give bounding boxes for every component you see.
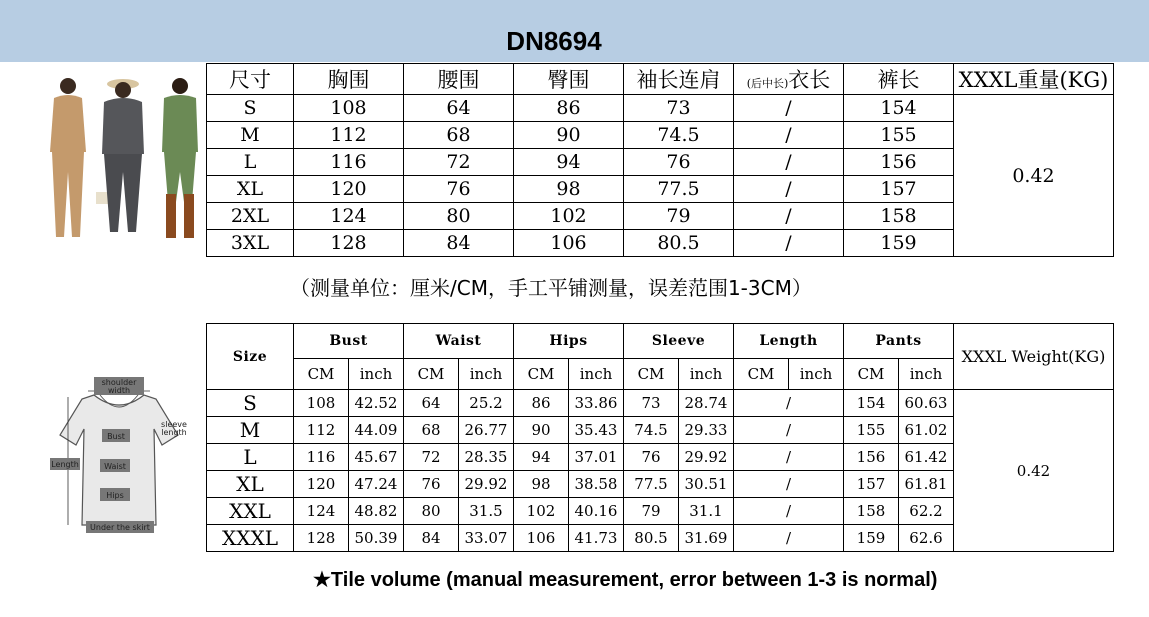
unit-inch: inch [679, 359, 734, 390]
size-cell: XXXL [207, 525, 294, 552]
hips-cm-cell: 90 [514, 417, 569, 444]
hips-cell: 98 [514, 176, 624, 203]
sleeve-cell: 80.5 [624, 230, 734, 257]
label-shoulder: shoulder [101, 378, 137, 387]
waist-cm-cell: 72 [404, 444, 459, 471]
header-length-note: (后中长) [746, 77, 789, 90]
pants-cell: 156 [844, 149, 954, 176]
sleeve-cell: 77.5 [624, 176, 734, 203]
waist-inch-cell: 31.5 [459, 498, 514, 525]
waist-cell: 64 [404, 95, 514, 122]
sleeve-cell: 74.5 [624, 122, 734, 149]
waist-cell: 84 [404, 230, 514, 257]
hips-cell: 102 [514, 203, 624, 230]
size-cell: M [207, 122, 294, 149]
model-gray-outfit [102, 79, 144, 232]
waist-inch-cell: 29.92 [459, 471, 514, 498]
bust-cm-cell: 108 [294, 390, 349, 417]
unit-inch: inch [459, 359, 514, 390]
waist-cm-cell: 76 [404, 471, 459, 498]
unit-inch: inch [569, 359, 624, 390]
bust-cell: 124 [294, 203, 404, 230]
bust-inch-cell: 45.67 [349, 444, 404, 471]
pants-cell: 157 [844, 176, 954, 203]
bust-cell: 128 [294, 230, 404, 257]
bust-inch-cell: 48.82 [349, 498, 404, 525]
sleeve-cell: 76 [624, 149, 734, 176]
sleeve-inch-cell: 31.69 [679, 525, 734, 552]
header-size: Size [207, 324, 294, 390]
unit-cm: CM [624, 359, 679, 390]
hips-cm-cell: 86 [514, 390, 569, 417]
length-cell: / [734, 176, 844, 203]
label-width: width [107, 386, 131, 395]
bust-cm-cell: 124 [294, 498, 349, 525]
sleeve-inch-cell: 30.51 [679, 471, 734, 498]
model-tan-outfit [50, 78, 110, 237]
pants-inch-cell: 60.63 [899, 390, 954, 417]
pants-cm-cell: 158 [844, 498, 899, 525]
length-cell: / [734, 390, 844, 417]
bust-cell: 116 [294, 149, 404, 176]
header-length: Length [734, 324, 844, 359]
waist-cell: 72 [404, 149, 514, 176]
length-cell: / [734, 525, 844, 552]
sleeve-inch-cell: 28.74 [679, 390, 734, 417]
header-length-label: 衣长 [788, 68, 831, 92]
table-row [207, 390, 1114, 417]
waist-cell: 76 [404, 176, 514, 203]
page-title: DN8694 [506, 26, 602, 56]
pants-cell: 158 [844, 203, 954, 230]
pants-inch-cell: 62.6 [899, 525, 954, 552]
label-waist: Waist [104, 462, 126, 471]
sleeve-cm-cell: 76 [624, 444, 679, 471]
bust-inch-cell: 47.24 [349, 471, 404, 498]
sleeve-cm-cell: 77.5 [624, 471, 679, 498]
label-sleeve: sleeve [161, 420, 187, 429]
size-cell: 3XL [207, 230, 294, 257]
header-hips: Hips [514, 324, 624, 359]
pants-cm-cell: 156 [844, 444, 899, 471]
size-cell: L [207, 444, 294, 471]
pants-inch-cell: 61.42 [899, 444, 954, 471]
table-row [207, 95, 1114, 122]
header-sleeve: 袖长连肩 [624, 64, 734, 95]
waist-cm-cell: 64 [404, 390, 459, 417]
unit-cm: CM [844, 359, 899, 390]
length-cell: / [734, 95, 844, 122]
size-table-cn [206, 63, 1114, 257]
hips-inch-cell: 40.16 [569, 498, 624, 525]
measurement-note-cn: （测量单位：厘米/CM，手工平铺测量，误差范围1-3CM） [290, 276, 812, 300]
hips-cell: 106 [514, 230, 624, 257]
bust-inch-cell: 50.39 [349, 525, 404, 552]
sleeve-cell: 73 [624, 95, 734, 122]
weight-value: 0.42 [954, 390, 1114, 552]
unit-cm: CM [734, 359, 789, 390]
header-size: 尺寸 [207, 64, 294, 95]
pants-cm-cell: 159 [844, 525, 899, 552]
pants-cm-cell: 155 [844, 417, 899, 444]
unit-cm: CM [514, 359, 569, 390]
size-table-en [206, 323, 1114, 552]
pants-inch-cell: 62.2 [899, 498, 954, 525]
hips-cell: 94 [514, 149, 624, 176]
bust-cell: 112 [294, 122, 404, 149]
unit-inch: inch [899, 359, 954, 390]
sleeve-cell: 79 [624, 203, 734, 230]
model-green-outfit [162, 78, 198, 238]
bust-cm-cell: 120 [294, 471, 349, 498]
length-cell: / [734, 203, 844, 230]
hips-inch-cell: 37.01 [569, 444, 624, 471]
pants-cell: 159 [844, 230, 954, 257]
waist-inch-cell: 33.07 [459, 525, 514, 552]
pants-cm-cell: 157 [844, 471, 899, 498]
pants-cm-cell: 154 [844, 390, 899, 417]
length-cell: / [734, 122, 844, 149]
header-waist: Waist [404, 324, 514, 359]
waist-cell: 80 [404, 203, 514, 230]
pants-cell: 155 [844, 122, 954, 149]
length-cell: / [734, 444, 844, 471]
header-pants: Pants [844, 324, 954, 359]
bust-cm-cell: 116 [294, 444, 349, 471]
waist-cm-cell: 68 [404, 417, 459, 444]
hips-inch-cell: 35.43 [569, 417, 624, 444]
length-cell: / [734, 498, 844, 525]
sleeve-cm-cell: 80.5 [624, 525, 679, 552]
header-hips: 臀围 [514, 64, 624, 95]
unit-cm: CM [404, 359, 459, 390]
header-length [734, 64, 844, 95]
models-photo [38, 72, 204, 244]
hips-cm-cell: 98 [514, 471, 569, 498]
label-sleeve-length: length [161, 428, 187, 437]
sleeve-inch-cell: 31.1 [679, 498, 734, 525]
hips-cm-cell: 102 [514, 498, 569, 525]
label-hips: Hips [106, 491, 124, 500]
waist-cm-cell: 80 [404, 498, 459, 525]
size-cell: S [207, 390, 294, 417]
header-sleeve: Sleeve [624, 324, 734, 359]
size-cell: M [207, 417, 294, 444]
hips-cm-cell: 106 [514, 525, 569, 552]
bust-inch-cell: 44.09 [349, 417, 404, 444]
length-cell: / [734, 230, 844, 257]
waist-cell: 68 [404, 122, 514, 149]
sleeve-inch-cell: 29.33 [679, 417, 734, 444]
pants-cell: 154 [844, 95, 954, 122]
length-cell: / [734, 471, 844, 498]
bust-inch-cell: 42.52 [349, 390, 404, 417]
bust-cm-cell: 112 [294, 417, 349, 444]
hips-inch-cell: 33.86 [569, 390, 624, 417]
bust-cm-cell: 128 [294, 525, 349, 552]
pants-inch-cell: 61.02 [899, 417, 954, 444]
size-cell: L [207, 149, 294, 176]
waist-inch-cell: 25.2 [459, 390, 514, 417]
size-cell: XL [207, 471, 294, 498]
header-weight: XXXL重量(KG) [954, 64, 1114, 95]
header-bust: Bust [294, 324, 404, 359]
label-length: Length [51, 460, 79, 469]
sleeve-cm-cell: 74.5 [624, 417, 679, 444]
hips-cell: 86 [514, 95, 624, 122]
hips-inch-cell: 38.58 [569, 471, 624, 498]
pants-inch-cell: 61.81 [899, 471, 954, 498]
waist-cm-cell: 84 [404, 525, 459, 552]
measurement-note-en: ★Tile volume (manual measurement, error between 1-3 is normal) [313, 569, 938, 591]
size-cell: XXL [207, 498, 294, 525]
sleeve-cm-cell: 79 [624, 498, 679, 525]
unit-inch: inch [349, 359, 404, 390]
unit-inch: inch [789, 359, 844, 390]
waist-inch-cell: 26.77 [459, 417, 514, 444]
length-cell: / [734, 149, 844, 176]
bust-cell: 108 [294, 95, 404, 122]
garment-diagram [38, 375, 200, 537]
bust-cell: 120 [294, 176, 404, 203]
label-bust: Bust [107, 432, 125, 441]
waist-inch-cell: 28.35 [459, 444, 514, 471]
size-cell: S [207, 95, 294, 122]
label-under-skirt: Under the skirt [90, 523, 150, 532]
header-bust: 胸围 [294, 64, 404, 95]
weight-value: 0.42 [954, 95, 1114, 257]
hips-inch-cell: 41.73 [569, 525, 624, 552]
hips-cell: 90 [514, 122, 624, 149]
size-cell: 2XL [207, 203, 294, 230]
unit-cm: CM [294, 359, 349, 390]
header-waist: 腰围 [404, 64, 514, 95]
sleeve-inch-cell: 29.92 [679, 444, 734, 471]
hips-cm-cell: 94 [514, 444, 569, 471]
length-cell: / [734, 417, 844, 444]
size-cell: XL [207, 176, 294, 203]
sleeve-cm-cell: 73 [624, 390, 679, 417]
header-pants: 裤长 [844, 64, 954, 95]
header-weight: XXXL Weight(KG) [954, 324, 1114, 390]
